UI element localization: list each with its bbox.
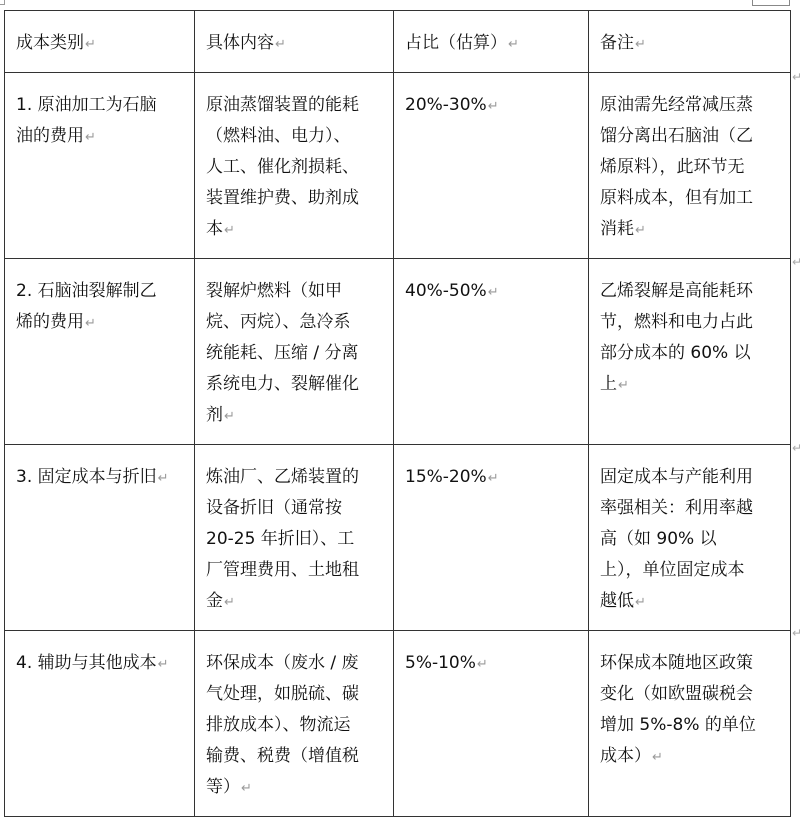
note-text: 高（如 90% 以 [600,529,717,549]
category-text-line [16,121,184,153]
content-text: 环保成本（废水 / 废 [206,653,359,673]
note-text-line [600,121,780,152]
note-text: 上），单位固定成本 [600,560,745,580]
content-text: 气处理，如脱硫、碳 [206,684,359,704]
note-text-line [600,338,780,369]
category-cell[interactable] [5,631,195,817]
note-text: 率强相关：利用率越 [600,498,753,518]
content-cell[interactable] [195,73,394,259]
paragraph-mark-icon: ↵ [157,657,169,672]
category-text: 4. 辅助与其他成本 [16,653,157,673]
category-text: 油的费用 [16,126,84,146]
note-text-line [600,524,780,555]
category-text: 烯的费用 [16,312,84,332]
content-text: 设备折旧（通常按 [206,498,342,518]
row-end-mark-icon: ↵ [792,255,802,269]
row-end-mark-icon: ↵ [792,441,802,455]
note-text: 消耗 [600,219,634,239]
header-label: 具体内容 [206,33,274,53]
paragraph-mark-icon: ↵ [224,409,235,424]
page-corner-marker [0,0,5,5]
content-text-line [206,121,383,152]
note-text-line [600,555,780,586]
content-text-line [206,772,383,804]
note-text-line [600,307,780,338]
content-text: 剂 [206,405,223,425]
content-text: 裂解炉燃料（如甲 [206,281,342,301]
content-text-line [206,90,383,121]
category-text-line [16,276,184,307]
note-text: 越低 [600,591,634,611]
table-row [5,445,791,631]
content-text-line [206,462,383,493]
note-text-line [600,369,780,401]
share-cell[interactable] [394,259,589,445]
row-end-mark-icon: ↵ [792,70,802,84]
note-text-line [600,741,780,773]
table-row [5,259,791,445]
row-end-mark-icon: ↵ [792,626,802,640]
content-text: 装置维护费、助剂成 [206,188,359,208]
note-text-line [600,152,780,183]
content-text-line [206,555,383,586]
paragraph-mark-icon: ↵ [487,285,499,300]
content-text: 排放成本）、物流运 [206,715,351,735]
content-text-line [206,586,383,618]
paragraph-mark-icon: ↵ [224,223,235,238]
content-text-line [206,679,383,710]
category-text-line [16,462,184,494]
table-resize-handle[interactable] [752,0,790,6]
note-text-line [600,462,780,493]
content-text: （燃料油、电力）、 [206,126,351,146]
note-text: 固定成本与产能利用 [600,467,753,487]
note-cell[interactable] [589,259,791,445]
paragraph-mark-icon: ↵ [476,657,488,672]
content-text: 人工、催化剂损耗、 [206,157,359,177]
table-row [5,631,791,817]
paragraph-mark-icon: ↵ [224,595,235,610]
content-text-line [206,524,383,555]
content-text: 金 [206,591,223,611]
share-text-line [405,276,578,308]
note-text-line [600,648,780,679]
header-label: 占比（估算） [405,33,507,53]
content-text-line [206,400,383,432]
content-text: 系统电力、裂解催化 [206,374,359,394]
header-cell[interactable] [394,11,589,73]
category-cell[interactable] [5,73,195,259]
note-text: 上 [600,374,617,394]
category-text-line [16,648,184,680]
category-text: 3. 固定成本与折旧 [16,467,157,487]
paragraph-mark-icon: ↵ [618,378,629,393]
content-text: 输费、税费（增值税 [206,746,359,766]
content-text: 烷、丙烷）、急冷系 [206,312,351,332]
content-text-line [206,307,383,338]
category-text-line [16,307,184,339]
cost-table [4,10,791,817]
content-text: 厂管理费用、土地租 [206,560,359,580]
content-text-line [206,648,383,679]
note-text-line [600,710,780,741]
table-header-row [5,11,791,73]
note-text: 乙烯裂解是高能耗环 [600,281,753,301]
paragraph-mark-icon: ↵ [85,130,96,145]
note-text: 原油需先经常减压蒸 [600,95,753,115]
share-cell[interactable] [394,73,589,259]
note-cell[interactable] [589,445,791,631]
paragraph-mark-icon: ↵ [508,37,519,52]
content-cell[interactable] [195,631,394,817]
note-text-line [600,214,780,246]
content-text: 炼油厂、乙烯装置的 [206,467,359,487]
paragraph-mark-icon: ↵ [652,750,663,765]
content-text: 本 [206,219,223,239]
note-text: 原料成本，但有加工 [600,188,753,208]
share-text: 15%-20% [405,467,487,487]
content-text: 等） [206,777,240,797]
paragraph-mark-icon: ↵ [635,595,646,610]
note-text: 烯原料），此环节无 [600,157,745,177]
content-text-line [206,369,383,400]
header-cell[interactable] [5,11,195,73]
header-label: 成本类别 [16,33,84,53]
content-text-line [206,214,383,246]
content-text-line [206,276,383,307]
category-cell[interactable] [5,445,195,631]
paragraph-mark-icon: ↵ [635,223,646,238]
note-cell[interactable] [589,73,791,259]
paragraph-mark-icon: ↵ [635,37,646,52]
share-text: 20%-30% [405,95,487,115]
header-cell[interactable] [589,11,791,73]
content-text-line [206,338,383,369]
note-text-line [600,679,780,710]
paragraph-mark-icon: ↵ [241,781,252,796]
note-text-line [600,276,780,307]
note-text: 成本） [600,746,651,766]
note-text: 增加 5%-8% 的单位 [600,715,756,735]
note-cell[interactable] [589,631,791,817]
note-text-line [600,586,780,618]
share-cell[interactable] [394,631,589,817]
note-text: 节，燃料和电力占此 [600,312,753,332]
category-cell[interactable] [5,259,195,445]
share-text: 40%-50% [405,281,487,301]
header-cell[interactable] [195,11,394,73]
content-text-line [206,183,383,214]
content-text: 原油蒸馏装置的能耗 [206,95,359,115]
note-text-line [600,493,780,524]
paragraph-mark-icon: ↵ [85,316,96,331]
content-text: 20-25 年折旧）、工 [206,529,355,549]
share-text-line [405,648,578,680]
paragraph-mark-icon: ↵ [487,471,499,486]
category-text-line [16,90,184,121]
content-cell[interactable] [195,259,394,445]
share-text-line [405,90,578,122]
content-text-line [206,710,383,741]
note-text-line [600,183,780,214]
note-text: 馏分离出石脑油（乙 [600,126,753,146]
content-text-line [206,152,383,183]
content-cell[interactable] [195,445,394,631]
paragraph-mark-icon: ↵ [275,37,286,52]
content-text: 统能耗、压缩 / 分离 [206,343,359,363]
note-text-line [600,90,780,121]
content-text-line [206,741,383,772]
note-text: 变化（如欧盟碳税会 [600,684,753,704]
paragraph-mark-icon: ↵ [85,37,96,52]
category-text: 2. 石脑油裂解制乙 [16,281,157,301]
share-text: 5%-10% [405,653,476,673]
paragraph-mark-icon: ↵ [157,471,169,486]
note-text: 部分成本的 60% 以 [600,343,751,363]
share-cell[interactable] [394,445,589,631]
table-row [5,73,791,259]
share-text-line [405,462,578,494]
header-label: 备注 [600,33,634,53]
paragraph-mark-icon: ↵ [487,99,499,114]
note-text: 环保成本随地区政策 [600,653,753,673]
content-text-line [206,493,383,524]
category-text: 1. 原油加工为石脑 [16,95,157,115]
